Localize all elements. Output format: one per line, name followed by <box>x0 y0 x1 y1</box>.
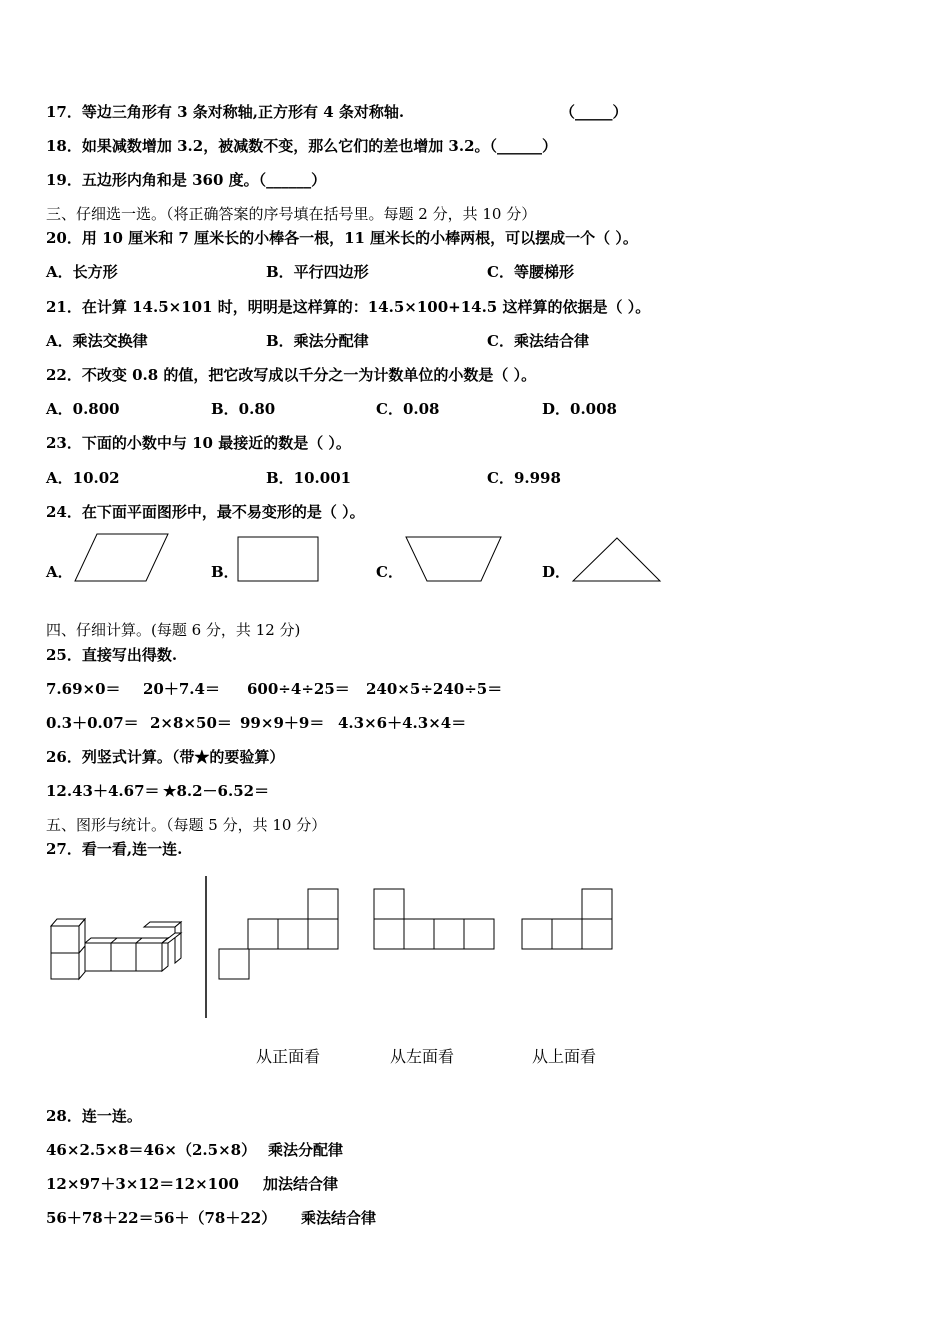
option-20a[interactable]: A．长方形 <box>46 263 118 281</box>
view-label-top: 从上面看 <box>532 1047 597 1066</box>
cube-solid-figure <box>51 919 181 979</box>
calc-item: 2×8×50＝ <box>150 714 232 732</box>
section-3-heading: 三、仔细选一选。（将正确答案的序号填在括号里。每题 2 分，共 10 分） <box>46 205 537 223</box>
option-22d[interactable]: D．0.008 <box>542 400 617 418</box>
option-22c[interactable]: C．0.08 <box>376 400 440 418</box>
question-22: 22．不改变 0.8 的值，把它改写成以千分之一为计数单位的小数是（ ）。 <box>46 366 537 384</box>
section-4-heading: 四、仔细计算。(每题 6 分，共 12 分) <box>46 621 301 639</box>
option-23a[interactable]: A．10.02 <box>46 469 120 487</box>
option-23c[interactable]: C．9.998 <box>487 469 561 487</box>
question-23: 23．下面的小数中与 10 最接近的数是（ ）。 <box>46 434 351 452</box>
match-right-item[interactable]: 乘法分配律 <box>268 1141 344 1159</box>
match-left-item[interactable]: 56＋78＋22＝56＋（78＋22） <box>46 1209 277 1227</box>
top-view-figure <box>522 889 612 949</box>
option-21b[interactable]: B．乘法分配律 <box>266 332 369 350</box>
calc-item: 20＋7.4＝ <box>143 680 220 698</box>
match-right-item[interactable]: 加法结合律 <box>263 1175 339 1193</box>
option-24b[interactable]: B． <box>211 563 239 581</box>
question-28: 28．连一连。 <box>46 1107 142 1125</box>
option-22b[interactable]: B．0.80 <box>211 400 276 418</box>
option-23b[interactable]: B．10.001 <box>266 469 352 487</box>
calc-item: 600÷4÷25＝ <box>247 680 350 698</box>
question-19: 19．五边形内角和是 360 度。（______） <box>46 171 327 189</box>
calc-item: 7.69×0＝ <box>46 680 121 698</box>
vertical-calc-item: ★8.2－6.52＝ <box>163 782 270 800</box>
question-27: 27．看一看,连一连. <box>46 840 183 858</box>
question-18: 18．如果减数增加 3.2，被减数不变，那么它们的差也增加 3.2。（______） <box>46 137 558 155</box>
section-5-heading: 五、图形与统计。（每题 5 分，共 10 分） <box>46 816 327 834</box>
match-left-item[interactable]: 12×97＋3×12＝12×100 <box>46 1175 239 1193</box>
question-24: 24．在下面平面图形中，最不易变形的是（ ）。 <box>46 503 365 521</box>
vertical-calc-item: 12.43＋4.67＝ <box>46 782 160 800</box>
option-20c[interactable]: C．等腰梯形 <box>487 263 574 281</box>
question-20: 20．用 10 厘米和 7 厘米长的小棒各一根，11 厘米长的小棒两根，可以摆成一个（ ）。 <box>46 229 638 247</box>
option-24a[interactable]: A． <box>46 563 73 581</box>
option-24c[interactable]: C． <box>376 563 403 581</box>
front-view-figure <box>219 889 338 979</box>
match-left-item[interactable]: 46×2.5×8＝46×（2.5×8） <box>46 1141 257 1159</box>
left-view-figure <box>374 889 494 949</box>
calc-item: 0.3＋0.07＝ <box>46 714 139 732</box>
answer-blank-17[interactable]: （_____） <box>560 103 628 121</box>
calc-item: 99×9＋9＝ <box>240 714 325 732</box>
option-20b[interactable]: B．平行四边形 <box>266 263 369 281</box>
question-17: 17．等边三角形有 3 条对称轴,正方形有 4 条对称轴. <box>46 103 405 121</box>
option-21c[interactable]: C．乘法结合律 <box>487 332 589 350</box>
option-24d[interactable]: D． <box>542 563 571 581</box>
question-25: 25．直接写出得数. <box>46 646 178 664</box>
option-22a[interactable]: A．0.800 <box>46 400 120 418</box>
calc-item: 4.3×6＋4.3×4＝ <box>338 714 467 732</box>
calc-item: 240×5÷240÷5＝ <box>366 680 503 698</box>
question-21: 21．在计算 14.5×101 时，明明是这样算的：14.5×100+14.5 这样算的依据是（ ）。 <box>46 298 651 316</box>
question-26: 26．列竖式计算。（带★的要验算） <box>46 748 285 766</box>
view-label-front: 从正面看 <box>256 1047 321 1066</box>
option-21a[interactable]: A．乘法交换律 <box>46 332 148 350</box>
view-label-left: 从左面看 <box>390 1047 455 1066</box>
match-right-item[interactable]: 乘法结合律 <box>301 1209 377 1227</box>
